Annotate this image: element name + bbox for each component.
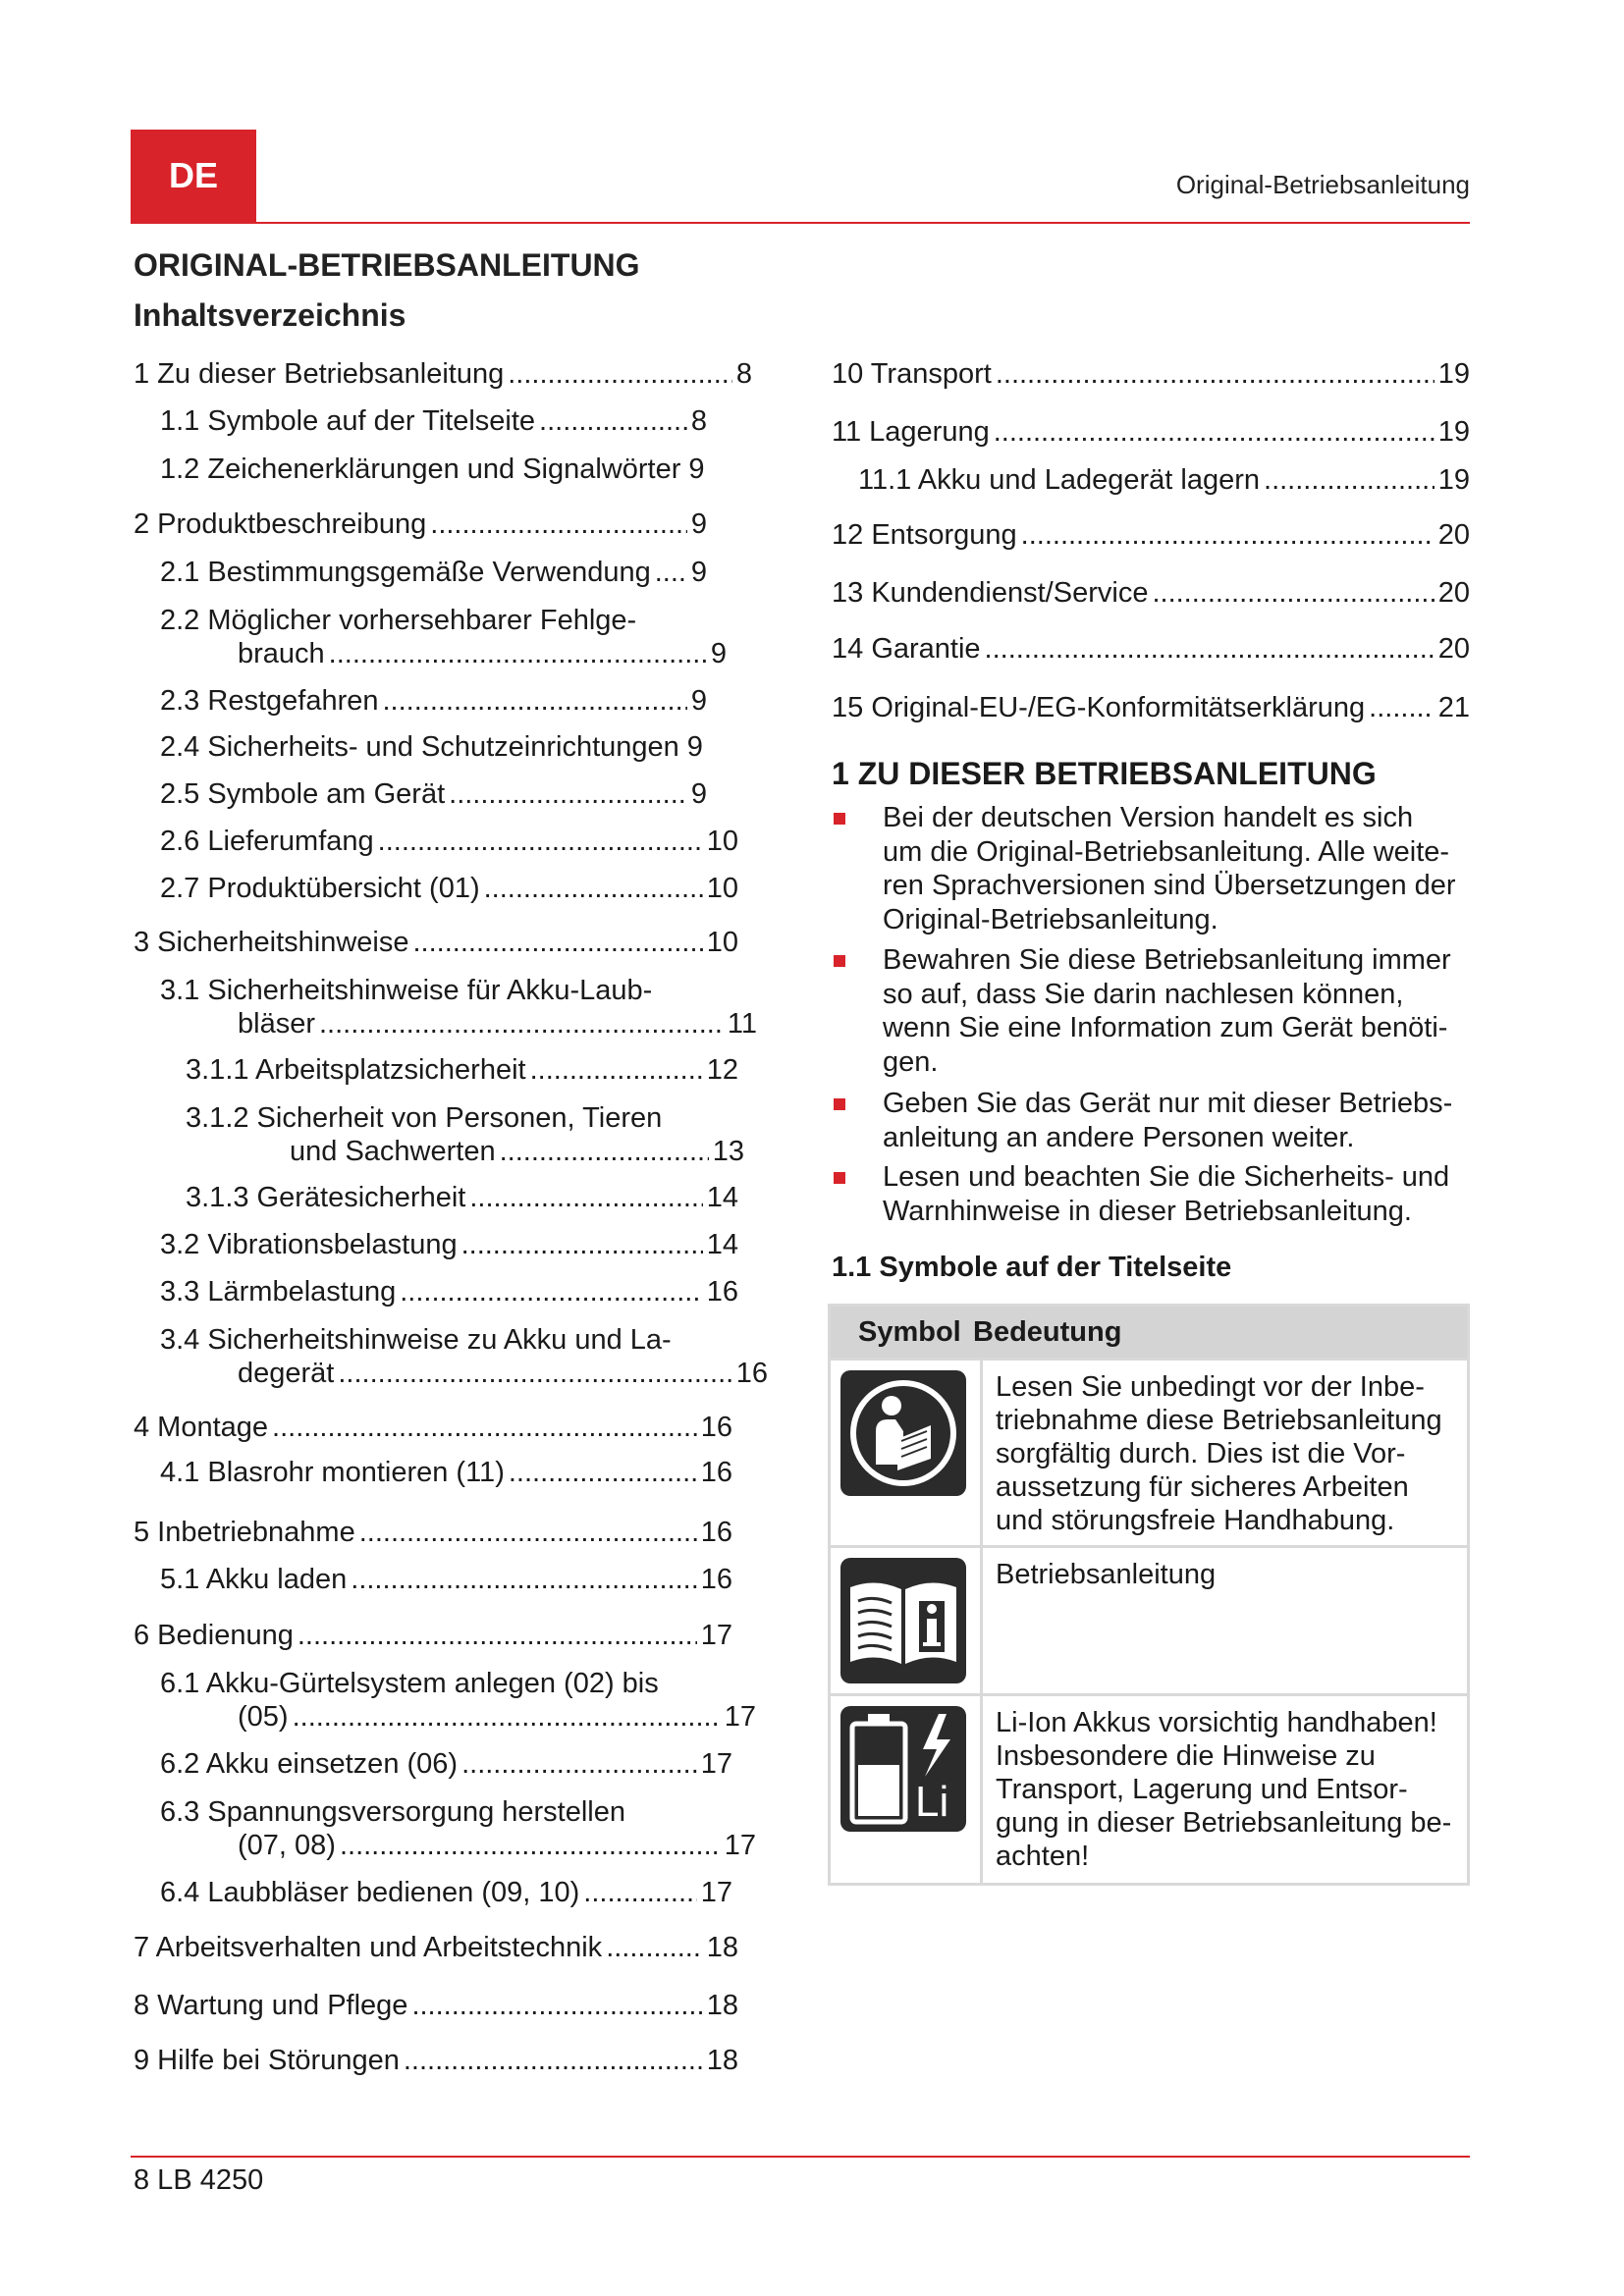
toc-entry-page: 20 — [1437, 519, 1470, 551]
toc-entry-page: 16 — [706, 1276, 738, 1308]
symbol-meaning-line: triebnahme diese Betriebsanleitung — [996, 1405, 1442, 1436]
toc-entry[interactable] — [134, 357, 752, 391]
toc-entry-text: 3.3 Lärmbelastung — [160, 1276, 397, 1308]
toc-entry-text: 3.4 Sicherheitshinweise zu Akku und La- — [160, 1324, 672, 1356]
toc-entry-text: 2.4 Sicherheits- und Schutzeinrichtungen — [160, 731, 679, 763]
toc-entry-text: 3.1.1 Arbeitsplatzsicherheit — [186, 1054, 526, 1086]
symbol-meaning-line: sorgfältig durch. Dies ist die Vor- — [996, 1438, 1406, 1469]
toc-entry-text: 10 Transport — [832, 358, 992, 390]
toc-entry-page: 9 — [690, 557, 707, 588]
toc-entry-page: 9 — [688, 454, 705, 485]
toc-entry[interactable] — [160, 604, 727, 670]
toc-entry-page: 9 — [686, 731, 703, 763]
toc-entry-text: 11.1 Akku und Ladegerät lagern — [858, 464, 1261, 496]
toc-entry-page: 14 — [706, 1182, 738, 1213]
toc-entry-page: 9 — [690, 685, 707, 717]
toc-entry-text: 12 Entsorgung — [832, 519, 1017, 551]
symbol-meaning-line: aussetzung für sicheres Arbeiten — [996, 1471, 1409, 1503]
symbol-meaning-line: Li-Ion Akkus vorsichtig handhaben! — [996, 1707, 1437, 1738]
toc-entry[interactable] — [160, 1275, 738, 1308]
toc-entry-page: 9 — [690, 778, 707, 810]
toc-entry-text: 2.6 Lieferumfang — [160, 826, 374, 857]
symbol-meaning-line: Insbesondere die Hinweise zu — [996, 1740, 1376, 1772]
toc-entry[interactable] — [134, 1931, 738, 1964]
toc-entry[interactable] — [160, 730, 707, 764]
toc-entry[interactable] — [160, 1876, 732, 1909]
toc-entry-text: 13 Kundendienst/Service — [832, 577, 1149, 609]
bullet-text-line: wenn Sie eine Information zum Gerät benöti- — [883, 1012, 1448, 1043]
toc-entry-text: (07, 08) — [238, 1830, 336, 1861]
table-header — [831, 1307, 1467, 1358]
toc-entry[interactable] — [134, 1411, 732, 1444]
toc-entry-text: 6.2 Akku einsetzen (06) — [160, 1748, 459, 1780]
toc-entry-page: 16 — [700, 1517, 732, 1548]
manual-info-icon — [840, 1558, 966, 1683]
toc-entry-text: 6.3 Spannungsversorgung herstellen — [160, 1796, 625, 1828]
toc-entry[interactable] — [160, 404, 707, 438]
table-row — [831, 1358, 1467, 1545]
toc-entry-text: 5.1 Akku laden — [160, 1564, 348, 1595]
toc-entry-page: 9 — [710, 638, 727, 669]
toc-entry-text: 1 Zu dieser Betriebsanleitung — [134, 358, 505, 390]
toc-entry[interactable] — [160, 1228, 738, 1261]
toc-entry-page: 16 — [700, 1457, 732, 1488]
header-divider — [131, 222, 1470, 224]
toc-entry-page: 17 — [700, 1877, 732, 1908]
language-badge: DE — [131, 130, 256, 222]
toc-entry-page: 10 — [706, 873, 738, 904]
toc-entry-page: 12 — [706, 1054, 738, 1086]
toc-entry-text: 3.2 Vibrationsbelastung — [160, 1229, 458, 1260]
toc-entry-page: 20 — [1437, 633, 1470, 665]
read-manual-icon — [840, 1370, 966, 1496]
toc-entry[interactable] — [160, 1323, 768, 1390]
toc-entry[interactable] — [160, 1667, 756, 1734]
toc-entry[interactable] — [134, 1619, 732, 1652]
toc-entry-text: 6 Bedienung — [134, 1620, 294, 1651]
toc-entry[interactable] — [134, 926, 738, 959]
toc-entry[interactable] — [160, 453, 707, 486]
bullet-text-line: Geben Sie das Gerät nur mit dieser Betriebs- — [883, 1088, 1453, 1119]
toc-entry[interactable] — [858, 463, 1470, 497]
toc-entry-page: 19 — [1437, 416, 1470, 448]
toc-entry-text: bläser — [238, 1008, 315, 1040]
toc-entry-text: 2.1 Bestimmungsgemäße Verwendung — [160, 557, 651, 588]
toc-entry-page: 18 — [706, 1932, 738, 1963]
toc-entry-page: 16 — [700, 1564, 732, 1595]
toc-entry-text: brauch — [238, 638, 325, 669]
toc-entry-text: 14 Garantie — [832, 633, 981, 665]
document-title: ORIGINAL-BETRIEBSANLEITUNG — [134, 247, 640, 283]
toc-entry-text: 8 Wartung und Pflege — [134, 1990, 408, 2021]
toc-entry-text: 15 Original-EU-/EG-Konformitätserklärung — [832, 692, 1366, 723]
symbol-table — [828, 1304, 1470, 1886]
toc-entry-page: 18 — [706, 1990, 738, 2021]
li-label: Li — [915, 1778, 949, 1826]
bullet-text-line: ren Sprachversionen sind Übersetzungen der — [883, 870, 1456, 901]
toc-entry-text: 2 Produktbeschreibung — [134, 508, 427, 540]
page-footer: 8 LB 4250 — [134, 2164, 264, 2196]
toc-entry[interactable] — [832, 415, 1470, 449]
toc-entry-page: 11 — [727, 1008, 757, 1040]
toc-entry[interactable] — [832, 691, 1470, 724]
toc-entry[interactable] — [160, 1456, 732, 1489]
bullet-square-icon — [834, 955, 845, 967]
toc-entry-text: 2.3 Restgefahren — [160, 685, 379, 717]
toc-entry[interactable] — [832, 632, 1470, 666]
toc-entry-page: 9 — [690, 508, 707, 540]
toc-entry-page: 17 — [724, 1701, 756, 1733]
toc-entry[interactable] — [832, 518, 1470, 552]
toc-entry[interactable] — [134, 1516, 732, 1549]
toc-entry-page: 17 — [700, 1748, 732, 1780]
bullet-text-line: gen. — [883, 1045, 939, 1078]
toc-entry-page: 16 — [735, 1358, 768, 1389]
toc-entry-text: (05) — [238, 1701, 289, 1733]
toc-entry-page: 18 — [706, 2045, 738, 2076]
table-row — [831, 1693, 1467, 1883]
toc-entry-page: 8 — [735, 358, 752, 390]
toc-entry[interactable] — [832, 357, 1470, 391]
footer-divider — [131, 2156, 1470, 2158]
toc-entry[interactable] — [160, 556, 707, 589]
toc-entry-text: 7 Arbeitsverhalten und Arbeitstechnik — [134, 1932, 603, 1963]
bullet-text-line: Lesen und beachten Sie die Sicherheits- und — [883, 1161, 1450, 1193]
bullet-text-line: um die Original-Betriebsanleitung. Alle weite- — [883, 835, 1450, 868]
toc-entry[interactable] — [160, 1795, 756, 1862]
symbol-cell — [831, 1696, 983, 1883]
subsection-heading: 1.1 Symbole auf der Titelseite — [832, 1252, 1232, 1283]
symbol-cell — [831, 1361, 983, 1545]
toc-entry-page: 19 — [1437, 358, 1470, 390]
toc-entry[interactable] — [134, 507, 707, 541]
bullet-square-icon — [834, 1172, 845, 1184]
toc-entry[interactable] — [186, 1053, 738, 1087]
toc-entry-page: 14 — [706, 1229, 738, 1260]
toc-entry-text: 11 Lagerung — [832, 416, 990, 448]
bullet-square-icon — [834, 813, 845, 825]
toc-entry-text: 2.5 Symbole am Gerät — [160, 778, 446, 810]
toc-entry-text: 2.7 Produktübersicht (01) — [160, 873, 480, 904]
toc-entry-page: 10 — [706, 927, 738, 958]
toc-entry-text: 1.1 Symbole auf der Titelseite — [160, 405, 536, 437]
section-heading: 1 ZU DIESER BETRIEBSANLEITUNG — [832, 756, 1377, 791]
toc-entry-page: 17 — [700, 1620, 732, 1651]
toc-entry-page: 16 — [700, 1412, 732, 1443]
toc-entry[interactable] — [160, 872, 738, 905]
column-header-symbol: Symbol — [858, 1316, 961, 1348]
toc-entry-text: und Sachwerten — [290, 1136, 496, 1167]
toc-entry-text: 4.1 Blasrohr montieren (11) — [160, 1457, 505, 1488]
toc-entry[interactable] — [186, 1181, 738, 1214]
symbol-meaning-line: Transport, Lagerung und Entsor- — [996, 1774, 1408, 1805]
symbol-meaning-line: und störungsfreie Handhabung. — [996, 1505, 1395, 1536]
toc-entry-text: 5 Inbetriebnahme — [134, 1517, 355, 1548]
toc-entry[interactable] — [160, 1747, 732, 1781]
toc-heading: Inhaltsverzeichnis — [134, 297, 406, 333]
li-ion-battery-icon — [840, 1706, 966, 1832]
bullet-text-line: Bei der deutschen Version handelt es sich — [883, 802, 1414, 833]
toc-entry-page: 19 — [1437, 464, 1470, 496]
bullet-text-line: anleitung an andere Personen weiter. — [883, 1121, 1355, 1153]
symbol-cell — [831, 1548, 983, 1693]
toc-entry[interactable] — [134, 2044, 738, 2077]
toc-entry-page: 13 — [712, 1136, 744, 1167]
symbol-meaning-line: Betriebsanleitung — [996, 1559, 1217, 1590]
bullet-text-line: Bewahren Sie diese Betriebsanleitung immer — [883, 944, 1451, 976]
column-header-meaning: Bedeutung — [973, 1316, 1122, 1348]
toc-entry-text: 4 Montage — [134, 1412, 269, 1443]
toc-entry-text: 3.1.3 Gerätesicherheit — [186, 1182, 466, 1213]
symbol-meaning-line: Lesen Sie unbedingt vor der Inbe- — [996, 1371, 1425, 1403]
symbol-meaning-line: gung in dieser Betriebsanleitung be- — [996, 1807, 1452, 1839]
toc-entry-text: 3.1.2 Sicherheit von Personen, Tieren — [186, 1102, 663, 1134]
toc-entry[interactable] — [832, 576, 1470, 610]
toc-entry-text: degerät — [238, 1358, 335, 1389]
table-row — [831, 1545, 1467, 1693]
bullet-text-line: so auf, dass Sie darin nachlesen können, — [883, 978, 1404, 1010]
toc-entry-page: 21 — [1437, 692, 1470, 723]
bullet-text-line: Warnhinweise in dieser Betriebsanleitung. — [883, 1195, 1412, 1227]
toc-entry-text: 1.2 Zeichenerklärungen und Signalwörter — [160, 454, 681, 485]
toc-entry[interactable] — [160, 777, 707, 811]
bullet-text-line: Original-Betriebsanleitung. — [883, 903, 1218, 935]
toc-entry-text: 6.4 Laubbläser bedienen (09, 10) — [160, 1877, 580, 1908]
toc-entry-page: 20 — [1437, 577, 1470, 609]
toc-entry[interactable] — [160, 974, 757, 1041]
header-title: Original-Betriebsanleitung — [1175, 170, 1470, 199]
toc-entry[interactable] — [134, 1989, 738, 2022]
toc-entry-page: 17 — [724, 1830, 756, 1861]
toc-entry-text: 3 Sicherheitshinweise — [134, 927, 409, 958]
bullet-square-icon — [834, 1098, 845, 1110]
toc-entry-page: 10 — [706, 826, 738, 857]
toc-entry-text: 2.2 Möglicher vorhersehbarer Fehlge- — [160, 605, 637, 636]
symbol-meaning-line: achten! — [996, 1841, 1090, 1872]
toc-entry[interactable] — [186, 1101, 744, 1168]
toc-entry-page: 8 — [690, 405, 707, 437]
toc-entry[interactable] — [160, 684, 707, 718]
toc-entry-text: 6.1 Akku-Gürtelsystem anlegen (02) bis — [160, 1668, 659, 1699]
toc-entry[interactable] — [160, 825, 738, 858]
toc-entry[interactable] — [160, 1563, 732, 1596]
toc-entry-text: 3.1 Sicherheitshinweise für Akku-Laub- — [160, 975, 653, 1006]
toc-entry-text: 9 Hilfe bei Störungen — [134, 2045, 400, 2076]
